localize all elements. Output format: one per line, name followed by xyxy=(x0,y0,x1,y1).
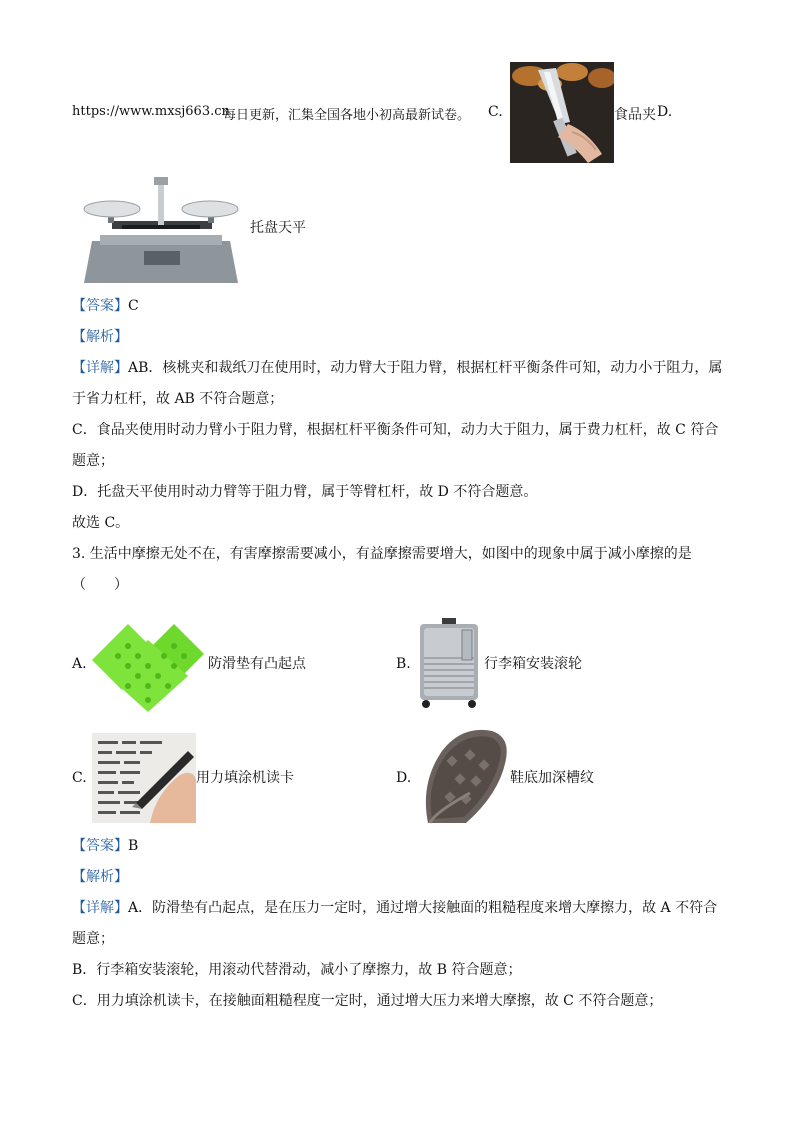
option-c-caption: 食品夹 xyxy=(614,107,656,123)
q3-detail-line-3: B．行李箱安装滚轮，用滚动代替滑动，减小了摩擦力，故 B 符合题意； xyxy=(72,962,522,978)
answer-value: B xyxy=(128,838,139,854)
q3-option-d-caption: 鞋底加深槽纹 xyxy=(510,770,594,786)
answer-sheet-image xyxy=(92,733,196,823)
q2-answer xyxy=(72,296,139,316)
q3-line-text: A．防滑垫有凸起点，是在压力一定时，通过增大接触面的粗糙程度来增大摩擦力，故 A 不符合 xyxy=(128,900,718,916)
q2-detail-line-2: 于省力杠杆，故 AB 不符合题意； xyxy=(72,391,284,407)
q3-option-c-caption: 用力填涂机读卡 xyxy=(196,770,294,786)
luggage-image xyxy=(414,618,484,710)
q3-option-b-label: B. xyxy=(396,656,411,672)
q3-option-a-caption: 防滑垫有凸起点 xyxy=(208,656,306,672)
answer-tag: 【答案】 xyxy=(72,838,128,854)
anti-slip-mat-image xyxy=(88,620,208,715)
q2-detail-line-6: 故选 C。 xyxy=(72,515,130,531)
source-url: https://www.mxsj663.cn xyxy=(72,104,230,119)
q3-option-c-label: C. xyxy=(72,770,87,786)
q2-detail-line-4: 题意； xyxy=(72,453,114,469)
q2-detail-line-5: D．托盘天平使用时动力臂等于阻力臂，属于等臂杠杆，故 D 不符合题意。 xyxy=(72,484,538,500)
q3-answer xyxy=(72,836,138,856)
balance-caption: 托盘天平 xyxy=(250,220,306,236)
q2-analysis-tag: 【解析】 xyxy=(72,329,128,345)
q3-option-a-label: A. xyxy=(72,656,87,672)
promo-text: 每日更新，汇集全国各地小初高最新试卷。 xyxy=(223,108,471,123)
q2-detail-line-3: C．食品夹使用时动力臂小于阻力臂，根据杠杆平衡条件可知，动力大于阻力，属于费力杠杆，故 C 符合 xyxy=(72,422,719,438)
tray-balance-image xyxy=(82,175,240,285)
option-c-label: C. xyxy=(488,104,503,120)
q3-analysis-tag: 【解析】 xyxy=(72,869,128,885)
q3-stem: 3. 生活中摩擦无处不在，有害摩擦需要减小，有益摩擦需要增大，如图中的现象中属于减小摩擦的是 xyxy=(72,546,692,562)
q3-detail-line-1 xyxy=(72,898,717,918)
shoe-sole-image xyxy=(418,727,510,829)
q2-line-text: AB．核桃夹和裁纸刀在使用时，动力臂大于阻力臂，根据杠杆平衡条件可知，动力小于阻力，属 xyxy=(128,360,723,376)
q3-detail-line-4: C．用力填涂机读卡，在接触面粗糙程度一定时，通过增大压力来增大摩擦，故 C 不符合题意； xyxy=(72,993,663,1009)
q2-detail-line-1 xyxy=(72,358,722,378)
answer-tag: 【答案】 xyxy=(72,298,128,314)
answer-value: C xyxy=(128,298,139,314)
detail-tag: 【详解】 xyxy=(72,360,128,376)
q3-option-b-caption: 行李箱安装滚轮 xyxy=(484,656,582,672)
q3-option-d-label: D. xyxy=(396,770,412,786)
food-tongs-image xyxy=(510,62,614,163)
q3-detail-line-2: 题意； xyxy=(72,931,114,947)
option-d-label: D. xyxy=(657,104,673,120)
detail-tag: 【详解】 xyxy=(72,900,128,916)
q3-blank: （ ） xyxy=(72,577,128,593)
